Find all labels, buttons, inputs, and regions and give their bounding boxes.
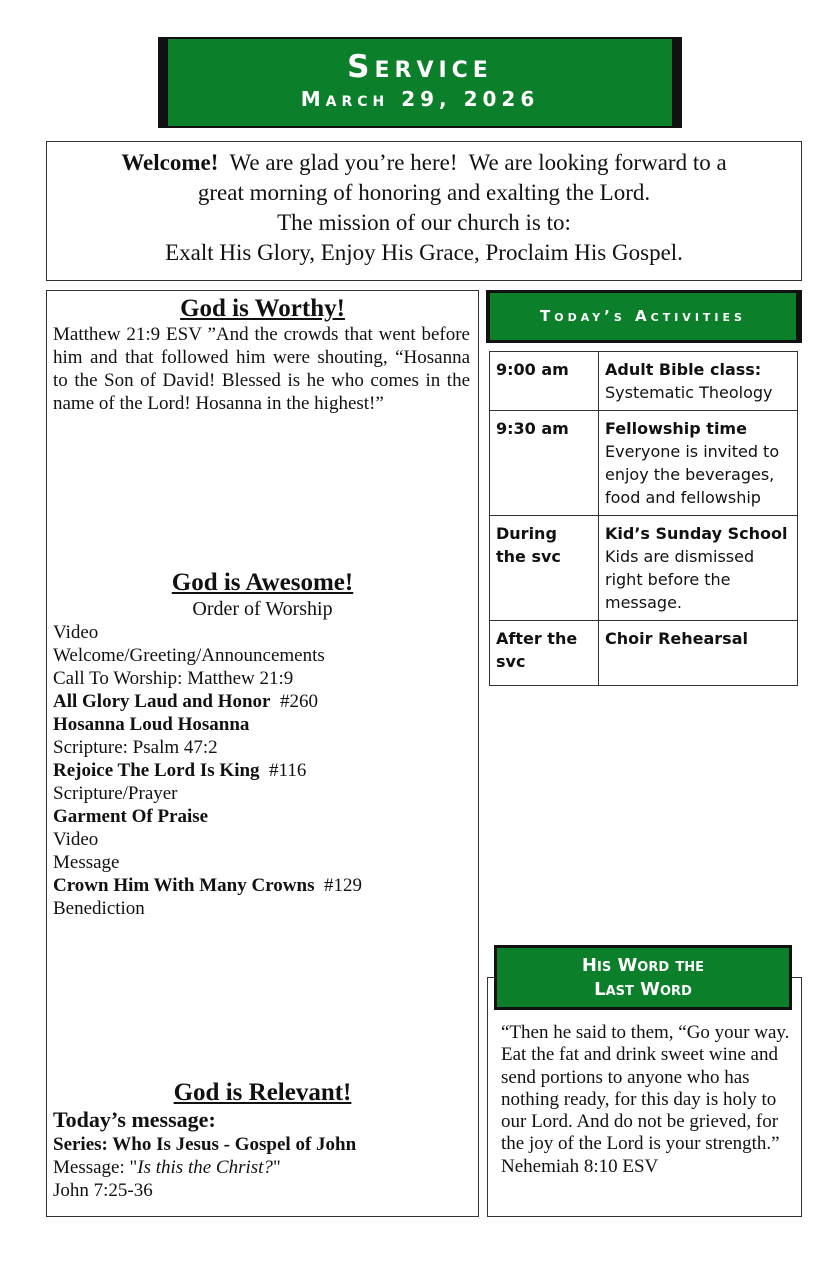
worthy-section [47,295,478,415]
relevant-section [47,1079,478,1202]
worthy-title: God is Worthy! [180,295,345,322]
activity-time: 9:00 am [490,352,599,411]
hymn-number: #116 [259,760,307,781]
his-word-title-line-1: His Word the [581,955,705,976]
activity-time: After the svc [490,621,599,686]
worship-item: Video [53,622,99,643]
worship-item: Video [53,829,99,850]
message-suffix: " [272,1157,281,1178]
awesome-section [47,569,478,920]
worship-item-song: Hosanna Loud Hosanna [53,714,250,735]
activity-title: Adult Bible class: [605,360,762,379]
worship-list [47,621,478,920]
worship-item-song: Garment Of Praise [53,806,209,827]
activity-desc: Everyone is invited to enjoy the beverages, food and fellowship [605,442,780,507]
todays-message-label: Today’s message: [53,1107,216,1132]
his-word-verse: “Then he said to them, “Go your way. Eat the fat and drink sweet wine and send portions to anyone who has nothing ready, for this day is holy to our Lord. And do not be grieved, for the joy of the Lord is your strength.” [501,1022,790,1155]
activity-title: Kid’s Sunday School [605,524,788,543]
his-word-reference: Nehemiah 8:10 ESV [501,1155,659,1177]
activity-title: Choir Rehearsal [605,629,748,648]
welcome-box [46,141,802,281]
sermon-series: Series: Who Is Jesus - Gospel of John [53,1134,357,1155]
left-column [46,290,479,1217]
hymn-title: Rejoice The Lord Is King [53,760,260,781]
worship-item: Scripture: Psalm 47:2 [53,737,218,758]
activity-time: During the svc [490,516,599,621]
worship-item: Benediction [53,898,145,919]
worship-item-hymn [47,690,478,713]
activity-cell [599,516,798,621]
worship-item: Scripture/Prayer [53,783,178,804]
worship-item-hymn [47,874,478,897]
relevant-title: God is Relevant! [173,1079,352,1106]
worship-item: Call To Worship: Matthew 21:9 [53,668,294,689]
service-date: March 29, 2026 [300,87,540,111]
worship-item: Message [53,852,120,873]
welcome-lead: Welcome! [121,150,219,175]
hymn-number: #260 [270,691,318,712]
sermon-reference: John 7:25-36 [53,1180,153,1201]
his-word-banner [494,945,792,1010]
hymn-title: Crown Him With Many Crowns [53,875,315,896]
message-prefix: Message: " [53,1157,138,1178]
awesome-title: God is Awesome! [171,569,354,596]
sermon-message [47,1156,478,1179]
his-word-verse-block [501,1022,791,1178]
worthy-scripture: Matthew 21:9 ESV ”And the crowds that went before him and that followed him were shouting, “Hosanna to the Son of David! Blessed is he who comes in the name of the Lord! Hosanna in the highest!” [53,324,470,414]
table-row [490,621,798,686]
table-row [490,411,798,516]
activities-title: Today’s Activities [490,293,796,340]
table-row [490,352,798,411]
mission-statement: Exalt His Glory, Enjoy His Grace, Proclaim His Gospel. [165,240,683,265]
worship-item-hymn [47,759,478,782]
hymn-title: All Glory Laud and Honor [53,691,271,712]
worship-item: Welcome/Greeting/Announcements [53,645,325,666]
activity-cell [599,352,798,411]
activity-cell [599,621,798,686]
mission-intro: The mission of our church is to: [277,210,571,235]
order-of-worship-label: Order of Worship [192,598,333,620]
table-row [490,516,798,621]
activity-title: Fellowship time [605,419,747,438]
welcome-line-1 [47,148,801,178]
his-word-title-line-2: Last Word [594,979,692,1000]
his-word-title [497,948,789,1007]
header-banner [158,37,682,128]
activities-table [489,351,798,686]
activity-cell [599,411,798,516]
message-title: Is this the Christ? [137,1157,273,1178]
header-inner [168,39,672,126]
welcome-line-2: great morning of honoring and exalting the Lord. [197,180,651,205]
hymn-number: #129 [314,875,362,896]
activities-banner [486,290,802,343]
activity-desc: Systematic Theology [605,383,773,402]
activity-time: 9:30 am [490,411,599,516]
activity-desc: Kids are dismissed right before the message. [605,547,755,612]
welcome-line-1-rest: We are glad you’re here! We are looking forward to a [218,150,727,175]
page-title: Service [347,49,493,85]
